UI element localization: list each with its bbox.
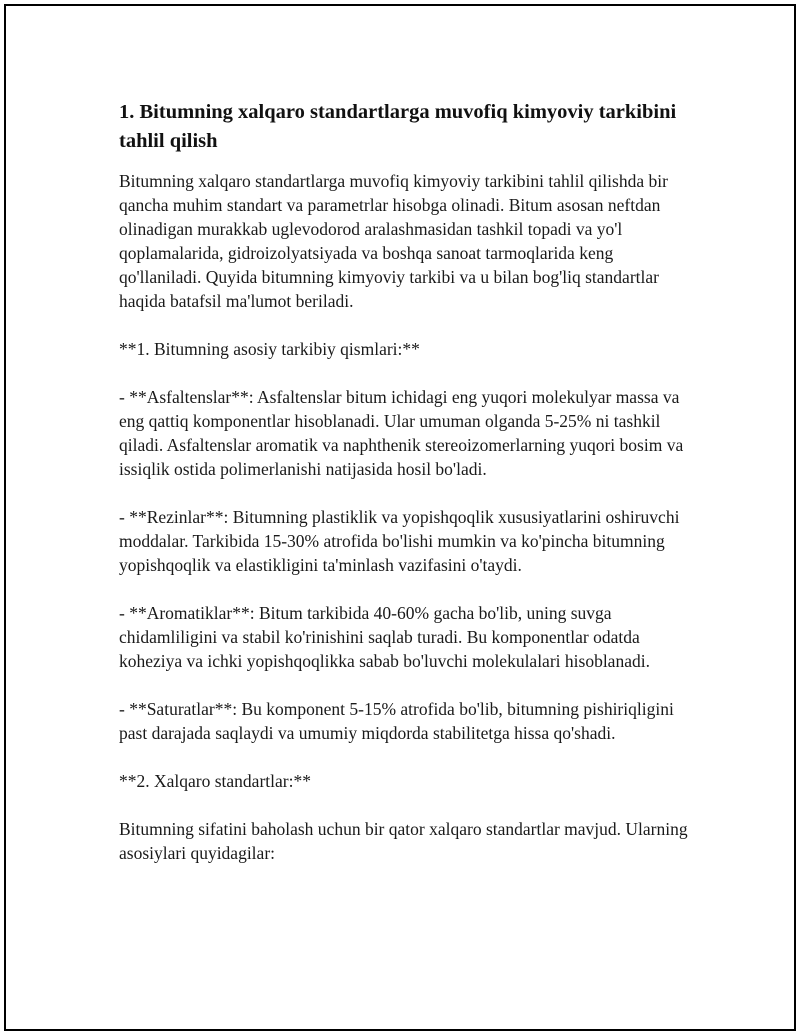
paragraph-asphaltenes: - **Asfaltenslar**: Asfaltenslar bitum ichidagi eng yuqori molekulyar massa va eng qattiq komponentlar hisoblanadi. Ular umuman olganda 5-25% ni tashkil qiladi. Asfaltenslar aromatik va naphthenik stereoizomerlarning yuqori bosim va issiqlik ostida polimerlanishi natijasida hosil bo'ladi. xyxy=(119,387,684,479)
section-heading: 1. Bitumning xalqaro standartlarga muvofiq kimyoviy tarkibini tahlil qilish xyxy=(119,101,677,152)
paragraph-standards-intro: Bitumning sifatini baholash uchun bir qator xalqaro standartlar mavjud. Ularning asosiylari quyidagilar: xyxy=(119,819,688,863)
subheading-standards: **2. Xalqaro standartlar:** xyxy=(119,771,311,791)
paragraph-saturates: - **Saturatlar**: Bu komponent 5-15% atrofida bo'lib, bitumning pishiriqligini past darajada saqlaydi va umumiy miqdorda stabilitetga hissa qo'shadi. xyxy=(119,699,674,743)
document-body xyxy=(119,98,699,865)
paragraph-aromatics: - **Aromatiklar**: Bitum tarkibida 40-60% gacha bo'lib, uning suvga chidamliligini va stabil ko'rinishini saqlab turadi. Bu komponentlar odatda koheziya va ichki yopishqoqlikka sabab bo'luvchi molekulalari hisoblanadi. xyxy=(119,603,650,671)
page-frame xyxy=(4,4,796,1031)
paragraph-resins: - **Rezinlar**: Bitumning plastiklik va yopishqoqlik xususiyatlarini oshiruvchi moddalar. Tarkibida 15-30% atrofida bo'lishi mumkin va ko'pincha bitumning yopishqoqlik va elastikligini ta'minlash vazifasini o'taydi. xyxy=(119,507,680,575)
intro-paragraph: Bitumning xalqaro standartlarga muvofiq kimyoviy tarkibini tahlil qilishda bir qancha muhim standart va parametrlar hisobga olinadi. Bitum asosan neftdan olinadigan murakkab uglevodorod aralashmasidan tashkil topadi va yo'l qoplamalarida, gidroizolyatsiyada va boshqa sanoat tarmoqlarida keng qo'llaniladi. Quyida bitumning kimyoviy tarkibi va u bilan bog'liq standartlar haqida batafsil ma'lumot beriladi. xyxy=(119,171,668,311)
subheading-components: **1. Bitumning asosiy tarkibiy qismlari:** xyxy=(119,339,420,359)
